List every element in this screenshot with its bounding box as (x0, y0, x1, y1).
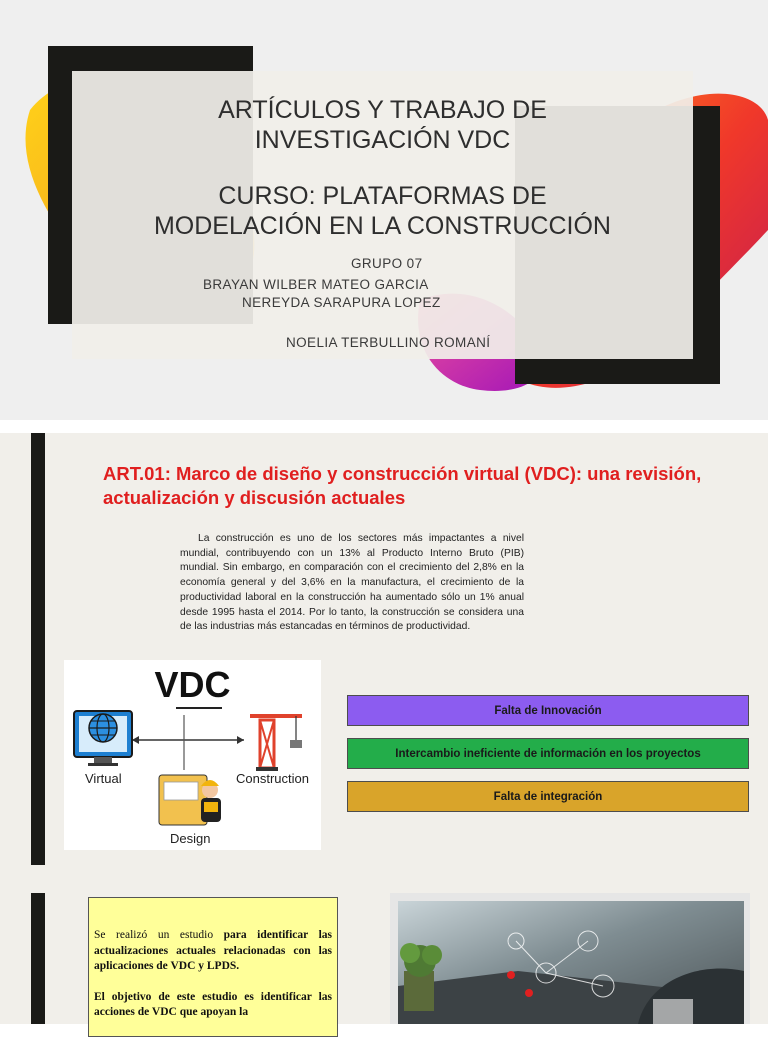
vdc-diagram (64, 660, 321, 850)
business-tech-photo (398, 901, 744, 1024)
note-text-plain: Se realizó un estudio (94, 929, 214, 941)
photo-illustration (398, 901, 744, 1024)
vdc-title: VDC (154, 664, 231, 705)
construction-label: Construction (236, 771, 309, 786)
tag-label: Falta de integración (493, 790, 603, 803)
article-paragraph: La construcción es uno de los sectores más impactantes a nivel mundial, contribuyendo con un 13% al Producto Interno Bruto (PIB) mundial. Sin embargo, en comparación con el crecimiento del 2,8% en la economía general y del 3,6% en la manufactura, el crecimiento de la productividad laboral en la construcción ha aumentado sólo un 1% anual desde 1995 hasta el 2014. Por lo tanto, la construcción se considera una de las industrias más estancadas en términos de productividad. (180, 533, 524, 633)
title-slide (0, 0, 768, 420)
course-title-line-1: CURSO: PLATAFORMAS DE (218, 182, 547, 210)
note-paragraph-2: El objetivo de este estudio es identificar las acciones de VDC que apoyan la (94, 990, 332, 1018)
slide-title-line-2: INVESTIGACIÓN VDC (254, 126, 511, 154)
member-name-3: NOELIA TERBULLINO ROMANÍ (286, 335, 491, 350)
design-label: Design (170, 831, 211, 846)
note-paragraph-1 (94, 928, 332, 975)
slide-separator (0, 420, 768, 433)
study-note (88, 897, 338, 1037)
slide-title-line-1: ARTÍCULOS Y TRABAJO DE (218, 96, 547, 124)
tag-falta-integracion (347, 781, 749, 812)
virtual-label: Virtual (85, 771, 122, 786)
tag-label: Intercambio ineficiente de información en los proyectos (395, 747, 701, 760)
computer-globe-icon (74, 711, 132, 766)
group-label: GRUPO 07 (351, 256, 423, 271)
article-title: ART.01: Marco de diseño y construcción virtual (VDC): una revisión, actualización y discusión actuales (103, 463, 702, 508)
member-name-1: BRAYAN WILBER MATEO GARCIA (203, 277, 429, 292)
member-name-2: NEREYDA SARAPURA LOPEZ (242, 295, 441, 310)
course-title-line-2: MODELACIÓN EN LA CONSTRUCCIÓN (153, 212, 611, 240)
designer-worker-icon (159, 775, 221, 825)
crane-icon (250, 716, 302, 771)
side-accent-bar (31, 433, 45, 865)
note-text-bold: para identificar las actualizaciones actuales relacionadas con las aplicaciones de VDC y LPDS. (94, 929, 332, 972)
side-accent-bar-lower (31, 893, 45, 1024)
tag-intercambio-informacion (347, 738, 749, 769)
tag-label: Falta de Innovación (494, 704, 602, 717)
tag-falta-innovacion (347, 695, 749, 726)
